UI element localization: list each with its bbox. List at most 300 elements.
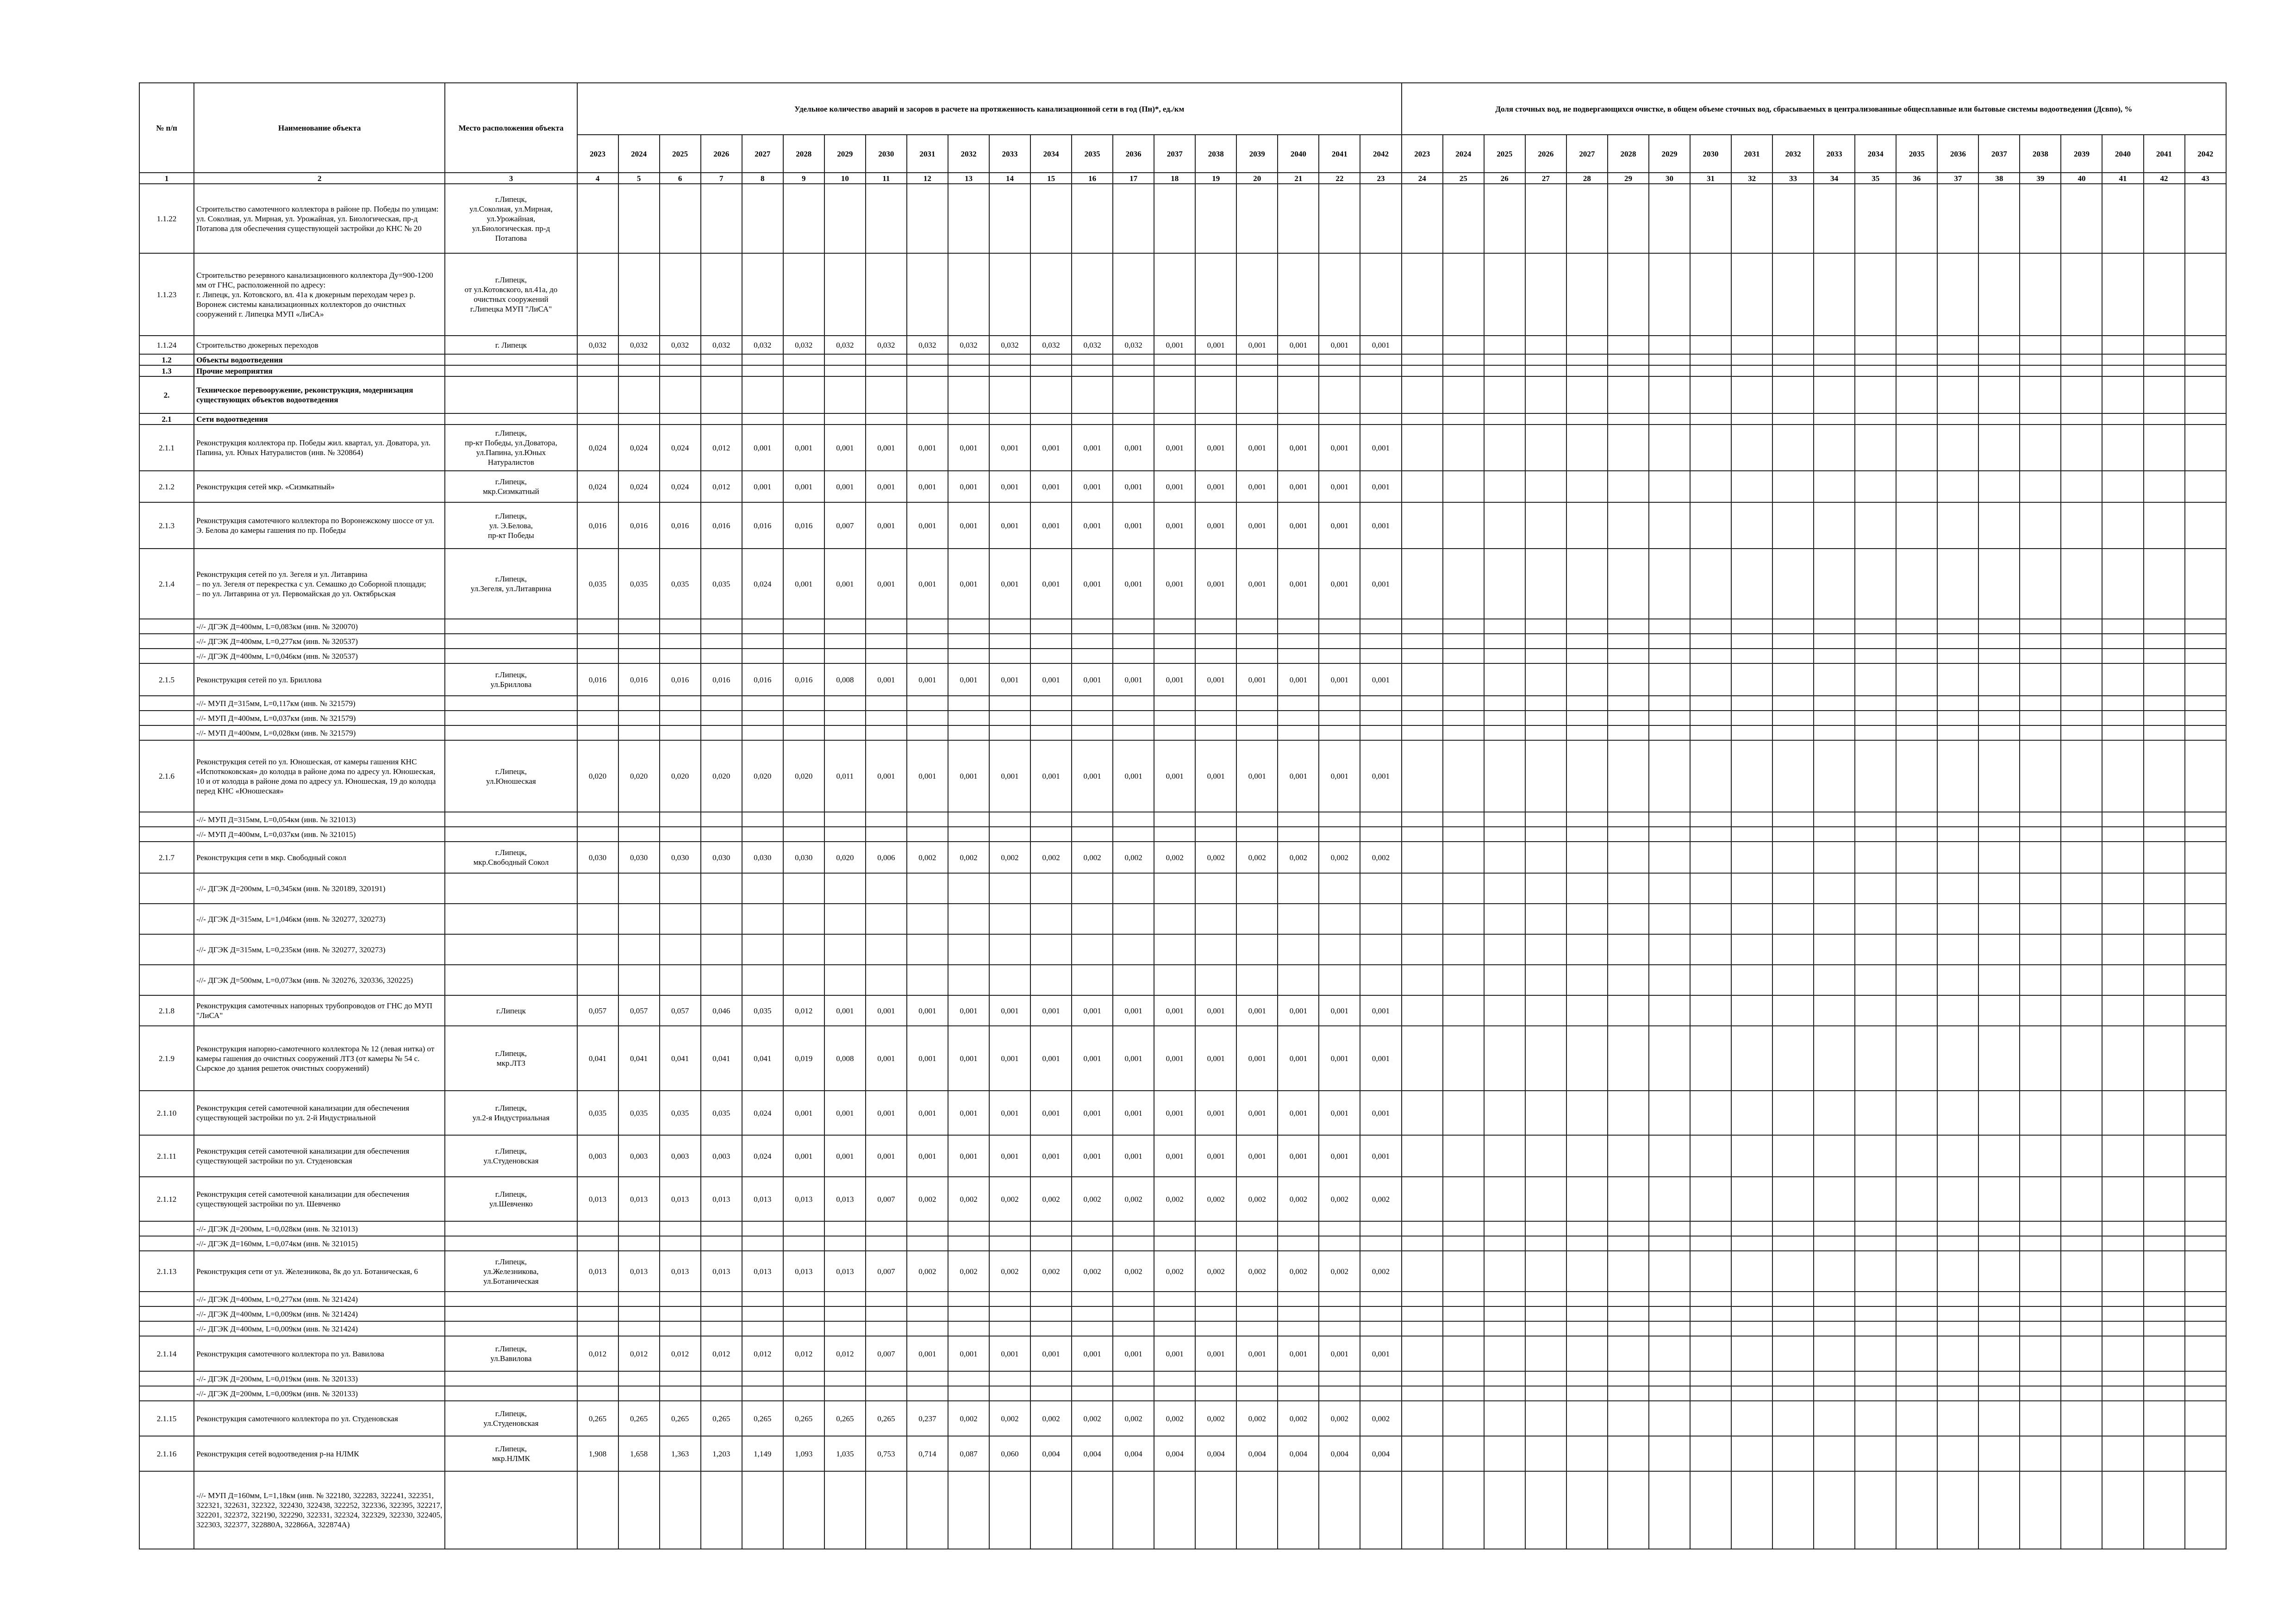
untreated-share-cell bbox=[1814, 740, 1855, 812]
untreated-share-cell bbox=[2020, 812, 2061, 827]
accident-rate-cell bbox=[1236, 1221, 1278, 1236]
untreated-share-cell bbox=[1855, 413, 1896, 425]
untreated-share-cell bbox=[2061, 619, 2102, 634]
untreated-share-cell bbox=[1731, 1401, 1772, 1436]
accident-rate-cell bbox=[1360, 1292, 1401, 1306]
accident-rate-cell bbox=[660, 365, 701, 376]
untreated-share-cell bbox=[1978, 619, 2020, 634]
untreated-share-cell bbox=[1855, 336, 1896, 354]
column-number: 37 bbox=[1937, 173, 1978, 184]
untreated-share-cell bbox=[1937, 904, 1978, 934]
accident-rate-value: 0,001 bbox=[907, 1135, 948, 1177]
accident-rate-cell bbox=[907, 184, 948, 253]
accident-rate-cell bbox=[783, 711, 824, 725]
accident-rate-cell bbox=[618, 696, 660, 711]
untreated-share-cell bbox=[1937, 1371, 1978, 1386]
accident-rate-value: 0,001 bbox=[1236, 1336, 1278, 1371]
untreated-share-cell bbox=[1484, 1436, 1525, 1471]
accident-rate-cell bbox=[701, 354, 742, 365]
untreated-share-cell bbox=[2020, 1221, 2061, 1236]
untreated-share-cell bbox=[1855, 634, 1896, 649]
accident-rate-cell bbox=[1072, 253, 1113, 336]
accident-rate-cell bbox=[866, 619, 907, 634]
untreated-share-cell bbox=[2061, 725, 2102, 740]
accident-rate-cell bbox=[1072, 184, 1113, 253]
row-number: 2.1.5 bbox=[139, 663, 194, 696]
accident-rate-cell bbox=[1113, 1321, 1154, 1336]
accident-rate-cell bbox=[824, 827, 866, 842]
untreated-share-cell bbox=[1443, 934, 1484, 965]
accident-rate-cell bbox=[824, 812, 866, 827]
untreated-share-cell bbox=[2102, 425, 2143, 471]
accident-rate-value: 0,001 bbox=[989, 471, 1030, 502]
untreated-share-cell bbox=[1690, 649, 1731, 663]
untreated-share-cell bbox=[1608, 365, 1649, 376]
untreated-share-cell bbox=[1937, 1221, 1978, 1236]
column-number: 27 bbox=[1525, 173, 1566, 184]
untreated-share-cell bbox=[2102, 619, 2143, 634]
untreated-share-cell bbox=[1772, 365, 1814, 376]
untreated-share-cell bbox=[1731, 502, 1772, 549]
accident-rate-cell bbox=[1030, 413, 1072, 425]
row-number: 2.1 bbox=[139, 413, 194, 425]
accident-rate-cell bbox=[660, 711, 701, 725]
row-number bbox=[139, 934, 194, 965]
accident-rate-cell bbox=[1278, 253, 1319, 336]
header-group-accidents: Удельное количество аварий и засоров в расчете на протяженность канализационной сети в год (Пн)*, ед./км bbox=[577, 83, 1402, 135]
accident-rate-cell bbox=[577, 1386, 618, 1401]
untreated-share-cell bbox=[1772, 1292, 1814, 1306]
untreated-share-cell bbox=[1855, 1292, 1896, 1306]
accident-rate-value: 0,057 bbox=[577, 995, 618, 1026]
untreated-share-cell bbox=[1978, 184, 2020, 253]
accident-rate-cell bbox=[824, 413, 866, 425]
untreated-share-cell bbox=[1690, 502, 1731, 549]
accident-rate-cell bbox=[742, 827, 783, 842]
accident-rate-cell bbox=[1360, 1321, 1401, 1336]
untreated-share-cell bbox=[1484, 1236, 1525, 1251]
untreated-share-cell bbox=[1443, 842, 1484, 873]
untreated-share-cell bbox=[1484, 413, 1525, 425]
accident-rate-value: 0,001 bbox=[1319, 1336, 1360, 1371]
untreated-share-cell bbox=[1896, 502, 1937, 549]
untreated-share-cell bbox=[1402, 549, 1443, 619]
accident-rate-cell bbox=[1154, 904, 1195, 934]
untreated-share-cell bbox=[1978, 1386, 2020, 1401]
untreated-share-cell bbox=[2061, 1386, 2102, 1401]
column-number: 13 bbox=[948, 173, 989, 184]
untreated-share-cell bbox=[1937, 725, 1978, 740]
accident-rate-value: 0,024 bbox=[618, 425, 660, 471]
untreated-share-cell bbox=[1690, 904, 1731, 934]
row-number: 1.2 bbox=[139, 354, 194, 365]
untreated-share-cell bbox=[1978, 365, 2020, 376]
untreated-share-cell bbox=[1896, 842, 1937, 873]
accident-rate-cell bbox=[742, 413, 783, 425]
untreated-share-cell bbox=[1608, 376, 1649, 413]
accident-rate-value: 0,001 bbox=[1236, 471, 1278, 502]
untreated-share-cell bbox=[1937, 354, 1978, 365]
untreated-share-cell bbox=[1443, 965, 1484, 995]
untreated-share-cell bbox=[1772, 1236, 1814, 1251]
accident-rate-cell bbox=[948, 934, 989, 965]
accident-rate-cell bbox=[907, 1236, 948, 1251]
untreated-share-cell bbox=[1525, 1471, 1566, 1549]
accident-rate-cell bbox=[948, 1371, 989, 1386]
row-number: 2.1.8 bbox=[139, 995, 194, 1026]
accident-rate-cell bbox=[1113, 184, 1154, 253]
untreated-share-cell bbox=[1608, 253, 1649, 336]
untreated-share-cell bbox=[1731, 336, 1772, 354]
accident-rate-cell bbox=[1360, 873, 1401, 904]
untreated-share-cell bbox=[2185, 184, 2226, 253]
untreated-share-cell bbox=[1484, 1371, 1525, 1386]
accident-rate-cell bbox=[989, 1292, 1030, 1306]
object-location: г.Липецк, мкр.Свободный Сокол bbox=[445, 842, 577, 873]
accident-rate-value: 0,001 bbox=[1278, 1026, 1319, 1091]
accident-rate-cell bbox=[824, 634, 866, 649]
untreated-share-cell bbox=[1566, 1251, 1608, 1292]
table-row bbox=[139, 995, 2226, 1026]
untreated-share-cell bbox=[1855, 1371, 1896, 1386]
untreated-share-cell bbox=[2020, 1251, 2061, 1292]
accident-rate-value: 0,001 bbox=[1360, 1091, 1401, 1135]
row-number: 2.1.1 bbox=[139, 425, 194, 471]
untreated-share-cell bbox=[2102, 1292, 2143, 1306]
untreated-share-cell bbox=[2020, 376, 2061, 413]
table-row bbox=[139, 549, 2226, 619]
untreated-share-cell bbox=[1896, 1436, 1937, 1471]
untreated-share-cell bbox=[1525, 1091, 1566, 1135]
accident-rate-cell bbox=[1319, 873, 1360, 904]
accident-rate-value: 0,002 bbox=[1195, 1401, 1236, 1436]
accident-rate-cell bbox=[1319, 1236, 1360, 1251]
untreated-share-cell bbox=[1772, 649, 1814, 663]
untreated-share-cell bbox=[2061, 1306, 2102, 1321]
accident-rate-value: 0,001 bbox=[907, 740, 948, 812]
untreated-share-cell bbox=[1855, 184, 1896, 253]
header-year: 2029 bbox=[1649, 135, 1690, 173]
accident-rate-cell bbox=[618, 1386, 660, 1401]
accident-rate-value: 0,035 bbox=[660, 549, 701, 619]
untreated-share-cell bbox=[1484, 184, 1525, 253]
accident-rate-value: 0,001 bbox=[989, 1026, 1030, 1091]
untreated-share-cell bbox=[1814, 184, 1855, 253]
accident-rate-cell bbox=[660, 904, 701, 934]
accident-rate-cell bbox=[742, 934, 783, 965]
accident-rate-value: 0,032 bbox=[1072, 336, 1113, 354]
accident-rate-value: 0,012 bbox=[618, 1336, 660, 1371]
untreated-share-cell bbox=[1772, 663, 1814, 696]
accident-rate-cell bbox=[1154, 253, 1195, 336]
accident-rate-value: 0,001 bbox=[1278, 336, 1319, 354]
accident-rate-cell bbox=[660, 696, 701, 711]
untreated-share-cell bbox=[2144, 184, 2185, 253]
untreated-share-cell bbox=[1566, 1026, 1608, 1091]
untreated-share-cell bbox=[1772, 1371, 1814, 1386]
header-year: 2042 bbox=[2185, 135, 2226, 173]
accident-rate-cell bbox=[1030, 253, 1072, 336]
untreated-share-cell bbox=[1690, 995, 1731, 1026]
untreated-share-cell bbox=[1772, 425, 1814, 471]
header-year: 2033 bbox=[1814, 135, 1855, 173]
column-number: 12 bbox=[907, 173, 948, 184]
object-location bbox=[445, 634, 577, 649]
untreated-share-cell bbox=[2185, 634, 2226, 649]
untreated-share-cell bbox=[1896, 354, 1937, 365]
accident-rate-cell bbox=[907, 934, 948, 965]
accident-rate-cell bbox=[1154, 1371, 1195, 1386]
accident-rate-value: 1,149 bbox=[742, 1436, 783, 1471]
table-row bbox=[139, 725, 2226, 740]
accident-rate-value: 0,002 bbox=[1072, 1251, 1113, 1292]
accident-rate-value: 0,057 bbox=[660, 995, 701, 1026]
accident-rate-cell bbox=[742, 812, 783, 827]
untreated-share-cell bbox=[2020, 413, 2061, 425]
accident-rate-value: 0,237 bbox=[907, 1401, 948, 1436]
accident-rate-value: 0,001 bbox=[907, 663, 948, 696]
accident-rate-cell bbox=[1236, 649, 1278, 663]
untreated-share-cell bbox=[2185, 471, 2226, 502]
untreated-share-cell bbox=[1896, 711, 1937, 725]
untreated-share-cell bbox=[2061, 827, 2102, 842]
untreated-share-cell bbox=[1690, 740, 1731, 812]
accident-rate-value: 0,002 bbox=[1154, 1401, 1195, 1436]
untreated-share-cell bbox=[2061, 1371, 2102, 1386]
untreated-share-cell bbox=[1690, 663, 1731, 696]
accident-rate-cell bbox=[1072, 413, 1113, 425]
untreated-share-cell bbox=[1649, 663, 1690, 696]
accident-rate-cell bbox=[1195, 725, 1236, 740]
accident-rate-cell bbox=[989, 184, 1030, 253]
untreated-share-cell bbox=[1443, 619, 1484, 634]
untreated-share-cell bbox=[1937, 365, 1978, 376]
accident-rate-cell bbox=[1113, 354, 1154, 365]
accident-rate-cell bbox=[1319, 413, 1360, 425]
accident-rate-cell bbox=[1030, 365, 1072, 376]
table-row bbox=[139, 711, 2226, 725]
accident-rate-cell bbox=[948, 1321, 989, 1336]
untreated-share-cell bbox=[1937, 1177, 1978, 1221]
accident-rate-value: 0,002 bbox=[1319, 842, 1360, 873]
accident-rate-cell bbox=[866, 827, 907, 842]
untreated-share-cell bbox=[1855, 711, 1896, 725]
accident-rate-cell bbox=[866, 1371, 907, 1386]
accident-rate-cell bbox=[1278, 1292, 1319, 1306]
untreated-share-cell bbox=[1608, 649, 1649, 663]
accident-rate-cell bbox=[866, 1292, 907, 1306]
header-row-1 bbox=[139, 83, 2226, 135]
untreated-share-cell bbox=[1690, 934, 1731, 965]
header-year: 2035 bbox=[1896, 135, 1937, 173]
accident-rate-cell bbox=[1113, 649, 1154, 663]
untreated-share-cell bbox=[1814, 253, 1855, 336]
accident-rate-value: 0,041 bbox=[577, 1026, 618, 1091]
untreated-share-cell bbox=[2061, 1436, 2102, 1471]
column-number: 33 bbox=[1772, 173, 1814, 184]
untreated-share-cell bbox=[2020, 1371, 2061, 1386]
untreated-share-cell bbox=[2020, 1436, 2061, 1471]
untreated-share-cell bbox=[2185, 711, 2226, 725]
untreated-share-cell bbox=[1402, 1306, 1443, 1321]
untreated-share-cell bbox=[1855, 365, 1896, 376]
untreated-share-cell bbox=[1978, 1336, 2020, 1371]
accident-rate-value: 0,001 bbox=[1319, 995, 1360, 1026]
accident-rate-cell bbox=[824, 934, 866, 965]
untreated-share-cell bbox=[1566, 965, 1608, 995]
accident-rate-value: 0,001 bbox=[989, 1336, 1030, 1371]
accident-rate-cell bbox=[577, 965, 618, 995]
untreated-share-cell bbox=[1978, 1471, 2020, 1549]
accident-rate-value: 0,001 bbox=[1319, 1135, 1360, 1177]
untreated-share-cell bbox=[1896, 873, 1937, 904]
accident-rate-cell bbox=[907, 413, 948, 425]
untreated-share-cell bbox=[1690, 1292, 1731, 1306]
row-number: 2.1.9 bbox=[139, 1026, 194, 1091]
untreated-share-cell bbox=[2020, 1236, 2061, 1251]
accident-rate-cell bbox=[1319, 934, 1360, 965]
accident-rate-value: 0,002 bbox=[1319, 1251, 1360, 1292]
untreated-share-cell bbox=[1690, 1177, 1731, 1221]
untreated-share-cell bbox=[1937, 502, 1978, 549]
untreated-share-cell bbox=[1443, 1026, 1484, 1091]
untreated-share-cell bbox=[2185, 1306, 2226, 1321]
object-name: Реконструкция сетей по ул. Юношеская, от камеры гашения КНС «Испоткоковская» до колодца в районе дома по адресу ул. Юношеская, 10 и от колодца в районе дома по адресу ул. Юношеская, 19 до колодца перед КНС «Юношеская» bbox=[194, 740, 445, 812]
accident-rate-cell bbox=[1195, 965, 1236, 995]
accident-rate-value: 0,001 bbox=[907, 1091, 948, 1135]
table-row bbox=[139, 1321, 2226, 1336]
accident-rate-cell bbox=[1236, 1386, 1278, 1401]
header-name: Наименование объекта bbox=[194, 83, 445, 173]
untreated-share-cell bbox=[1896, 995, 1937, 1026]
column-number: 32 bbox=[1731, 173, 1772, 184]
untreated-share-cell bbox=[1443, 1386, 1484, 1401]
accident-rate-cell bbox=[742, 376, 783, 413]
accident-rate-cell bbox=[660, 649, 701, 663]
accident-rate-value: 0,001 bbox=[1030, 549, 1072, 619]
untreated-share-cell bbox=[1608, 336, 1649, 354]
untreated-share-cell bbox=[1690, 184, 1731, 253]
untreated-share-cell bbox=[1978, 336, 2020, 354]
untreated-share-cell bbox=[1649, 965, 1690, 995]
accident-rate-value: 0,002 bbox=[1236, 842, 1278, 873]
untreated-share-cell bbox=[1772, 634, 1814, 649]
untreated-share-cell bbox=[1855, 1177, 1896, 1221]
untreated-share-cell bbox=[2144, 1135, 2185, 1177]
untreated-share-cell bbox=[1855, 649, 1896, 663]
untreated-share-cell bbox=[1649, 619, 1690, 634]
untreated-share-cell bbox=[1814, 995, 1855, 1026]
row-number bbox=[139, 1371, 194, 1386]
table-row bbox=[139, 1306, 2226, 1321]
untreated-share-cell bbox=[1443, 1401, 1484, 1436]
untreated-share-cell bbox=[1484, 619, 1525, 634]
accident-rate-value: 0,001 bbox=[1154, 336, 1195, 354]
accident-rate-value: 0,001 bbox=[907, 502, 948, 549]
accident-rate-cell bbox=[1113, 827, 1154, 842]
accident-rate-cell bbox=[1113, 376, 1154, 413]
untreated-share-cell bbox=[1937, 253, 1978, 336]
untreated-share-cell bbox=[1690, 253, 1731, 336]
accident-rate-value: 0,032 bbox=[577, 336, 618, 354]
accident-rate-value: 0,035 bbox=[742, 995, 783, 1026]
accident-rate-cell bbox=[1195, 904, 1236, 934]
accident-rate-cell bbox=[989, 1386, 1030, 1401]
accident-rate-cell bbox=[660, 619, 701, 634]
accident-rate-cell bbox=[1030, 1221, 1072, 1236]
accident-rate-value: 0,001 bbox=[866, 740, 907, 812]
accident-rate-value: 0,001 bbox=[1278, 1135, 1319, 1177]
accident-rate-cell bbox=[618, 827, 660, 842]
accident-rate-cell bbox=[577, 619, 618, 634]
untreated-share-cell bbox=[2061, 336, 2102, 354]
accident-rate-cell bbox=[618, 965, 660, 995]
accident-rate-value: 0,001 bbox=[824, 1135, 866, 1177]
untreated-share-cell bbox=[1978, 549, 2020, 619]
header-year: 2040 bbox=[1278, 135, 1319, 173]
untreated-share-cell bbox=[2061, 1336, 2102, 1371]
accident-rate-value: 0,002 bbox=[948, 1177, 989, 1221]
object-location: г.Липецк, ул.Студеновская bbox=[445, 1401, 577, 1436]
accident-rate-value: 0,013 bbox=[783, 1251, 824, 1292]
untreated-share-cell bbox=[1978, 904, 2020, 934]
accident-rate-cell bbox=[824, 873, 866, 904]
untreated-share-cell bbox=[1608, 873, 1649, 904]
accident-rate-value: 0,265 bbox=[660, 1401, 701, 1436]
untreated-share-cell bbox=[1896, 634, 1937, 649]
accident-rate-cell bbox=[1154, 934, 1195, 965]
untreated-share-cell bbox=[1566, 619, 1608, 634]
untreated-share-cell bbox=[1690, 1236, 1731, 1251]
untreated-share-cell bbox=[2061, 549, 2102, 619]
untreated-share-cell bbox=[1649, 502, 1690, 549]
untreated-share-cell bbox=[1608, 696, 1649, 711]
untreated-share-cell bbox=[2144, 471, 2185, 502]
object-location: г.Липецк, ул.2-я Индустриальная bbox=[445, 1091, 577, 1135]
untreated-share-cell bbox=[1814, 336, 1855, 354]
accident-rate-cell bbox=[577, 1236, 618, 1251]
untreated-share-cell bbox=[2102, 812, 2143, 827]
untreated-share-cell bbox=[1937, 1292, 1978, 1306]
accident-rate-value: 0,001 bbox=[1113, 1091, 1154, 1135]
accident-rate-cell bbox=[1319, 1306, 1360, 1321]
column-number: 36 bbox=[1896, 173, 1937, 184]
column-number: 16 bbox=[1072, 173, 1113, 184]
object-location bbox=[445, 1386, 577, 1401]
accident-rate-cell bbox=[1195, 413, 1236, 425]
untreated-share-cell bbox=[1402, 184, 1443, 253]
accident-rate-cell bbox=[1278, 904, 1319, 934]
accident-rate-cell bbox=[1072, 649, 1113, 663]
untreated-share-cell bbox=[1566, 873, 1608, 904]
data-table bbox=[139, 82, 2227, 1549]
untreated-share-cell bbox=[2185, 649, 2226, 663]
accident-rate-cell bbox=[577, 934, 618, 965]
column-number: 38 bbox=[1978, 173, 2020, 184]
untreated-share-cell bbox=[1608, 1177, 1649, 1221]
untreated-share-cell bbox=[1731, 1236, 1772, 1251]
untreated-share-cell bbox=[1937, 934, 1978, 965]
untreated-share-cell bbox=[1608, 812, 1649, 827]
accident-rate-cell bbox=[1278, 934, 1319, 965]
untreated-share-cell bbox=[1978, 1135, 2020, 1177]
untreated-share-cell bbox=[1608, 663, 1649, 696]
untreated-share-cell bbox=[1608, 904, 1649, 934]
accident-rate-value: 0,002 bbox=[1360, 842, 1401, 873]
accident-rate-cell bbox=[1236, 619, 1278, 634]
accident-rate-cell bbox=[989, 253, 1030, 336]
accident-rate-value: 0,032 bbox=[907, 336, 948, 354]
